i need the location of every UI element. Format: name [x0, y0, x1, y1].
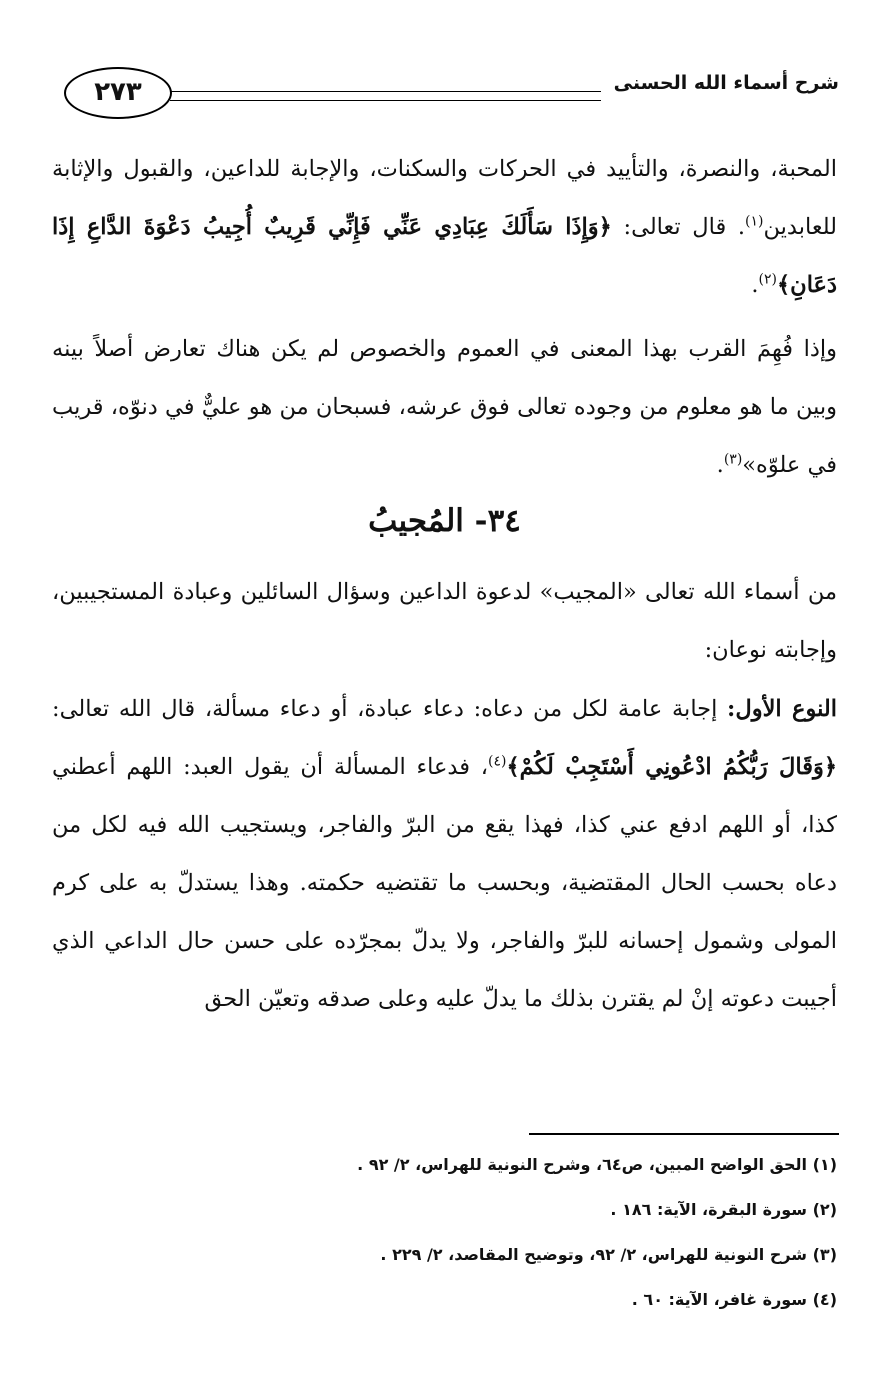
- paragraph-text: .: [716, 452, 724, 478]
- footnote-ref-4: (٤): [488, 753, 507, 770]
- footnote-2: (٢) سورة البقرة، الآية: ١٨٦ .: [610, 1200, 837, 1219]
- paragraph-text: وإذا فُهِمَ القرب بهذا المعنى في العموم والخصوص لم يكن هناك تعارض أصلاً بينه وبين ما هو معلوم من وجوده تعالى فوق عرشه، فسبحان من هو عليٌّ في دنوّه، قريب في علوّه»: [52, 336, 837, 478]
- footnote-1: (١) الحق الواضح المبين، ص٦٤، وشرح النونية للهراس، ٢/ ٩٢ .: [357, 1155, 837, 1174]
- paragraph-text: المحبة، والنصرة، والتأييد في الحركات والسكنات، والإجابة للداعين، والقبول والإثابة للعابدين: [52, 156, 837, 240]
- paragraph-1: [52, 140, 837, 314]
- footnote-ref-3: (٣): [723, 451, 743, 468]
- footnote-4: (٤) سورة غافر، الآية: ٦٠ .: [631, 1290, 837, 1309]
- footnote-separator: [529, 1133, 839, 1135]
- paragraph-lead: النوع الأول:: [727, 696, 837, 722]
- paragraph-2: [52, 320, 837, 494]
- page-number-badge: ٢٧٣: [64, 67, 172, 119]
- footnote-ref-1: (١): [745, 213, 764, 230]
- footnote-3: (٣) شرح النونية للهراس، ٢/ ٩٢، وتوضيح المقاصد، ٢/ ٢٢٩ .: [380, 1245, 837, 1264]
- quran-verse: ﴿وَإِذَا سَأَلَكَ عِبَادِي عَنِّي فَإِنِّي قَرِيبٌ أُجِيبُ دَعْوَةَ الدَّاعِ إِذَا دَعَانِ﴾: [52, 214, 837, 298]
- footnotes: [52, 1142, 837, 1322]
- paragraph-4: [52, 680, 837, 1028]
- paragraph-text: .: [751, 272, 759, 298]
- footnote-ref-2: (٢): [758, 271, 777, 288]
- paragraph-text: . قال تعالى:: [611, 214, 746, 240]
- section-heading: ٣٤- المُجيبُ: [368, 503, 521, 539]
- paragraph-text: ، فدعاء المسألة أن يقول العبد: اللهم أعطني كذا، أو اللهم ادفع عني كذا، فهذا يقع من البرّ والفاجر، ويستجيب الله فيه لكل من دعاه بحسب الحال المقتضية، وبحسب ما تقتضيه حكمته. وهذا يستدلّ به على كرم المولى وشمول إحسانه للبرّ والفاجر، ولا يدلّ بمجرّده على حسن حال الداعي الذي أجيبت دعوته إنْ لم يقترن بذلك ما يدلّ عليه وعلى صدقه وتعيّن الحق: [52, 754, 837, 1012]
- running-title: شرح أسماء الله الحسنى: [613, 72, 839, 94]
- paragraph-text: إجابة عامة لكل من دعاه: دعاء عبادة، أو دعاء مسألة، قال الله تعالى:: [52, 696, 728, 722]
- paragraph-text: من أسماء الله تعالى «المجيب» لدعوة الداعين وسؤال السائلين وعبادة المستجيبين، وإجابته نوعان:: [52, 579, 837, 663]
- quran-verse: ﴿وَقَالَ رَبُّكُمُ ادْعُونِي أَسْتَجِبْ لَكُمْ﴾: [506, 754, 838, 780]
- header-double-rule: [170, 91, 601, 101]
- paragraph-3: [52, 563, 837, 679]
